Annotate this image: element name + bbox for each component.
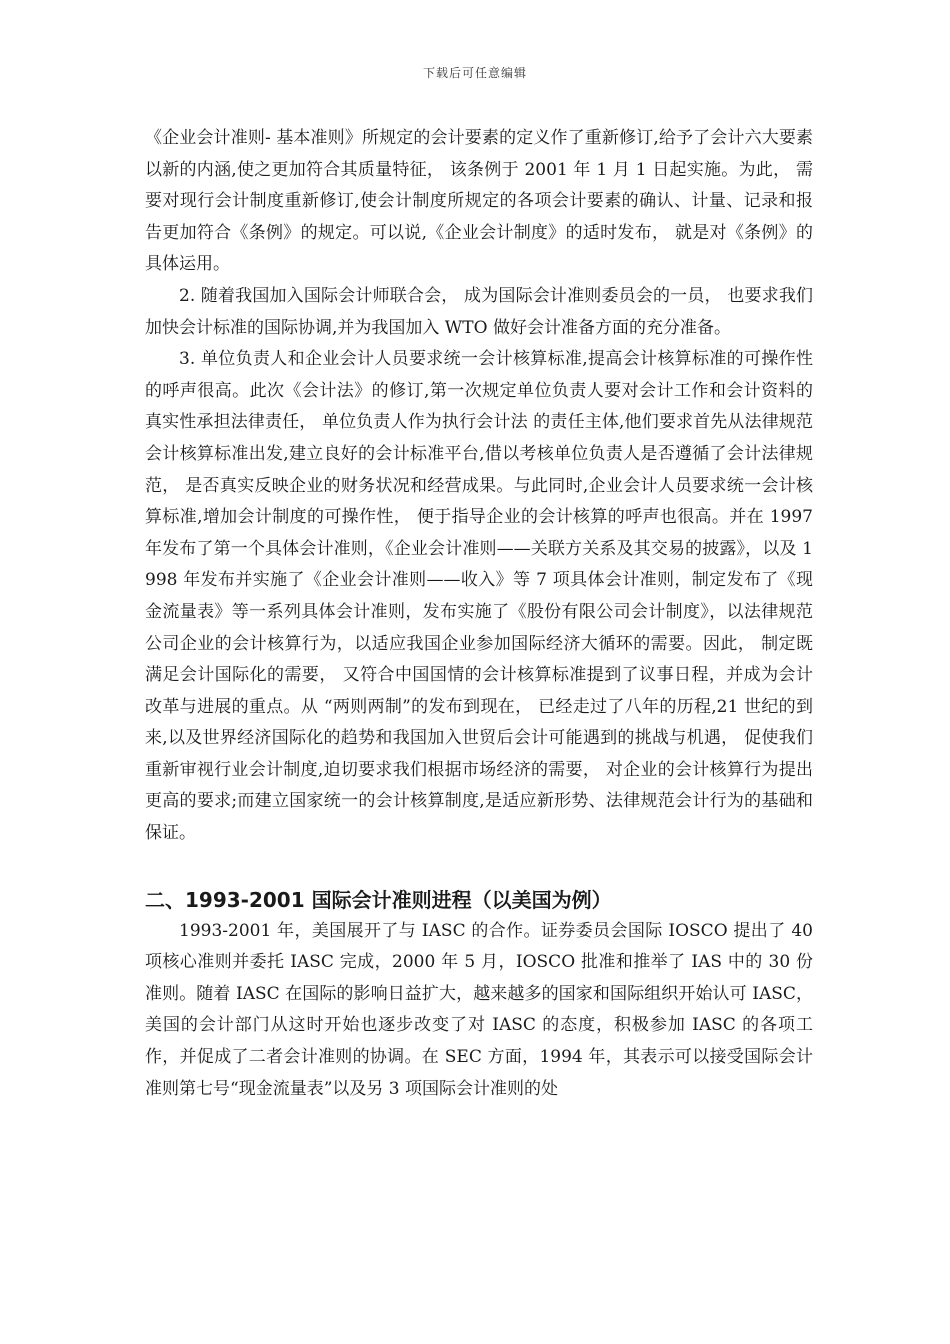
document-body (145, 123, 813, 1105)
paragraph-item-2: 2. 随着我国加入国际会计师联合会， 成为国际会计准则委员会的一员， 也要求我们加快会计标准的国际协调,并为我国加入 WTO 做好会计准备方面的充分准备。 (145, 285, 813, 338)
paragraph-item-3: 3. 单位负责人和企业会计人员要求统一会计核算标准,提高会计核算标准的可操作性的呼声很高。此次《会计法》的修订,第一次规定单位负责人要对会计工作和会计资料的真实性承担法律责任， 单位负责人作为执行会计法 的责任主体,他们要求首先从法律规范会计核算标准出发,建立良好的会计标准平台,借以考核单位负责人是否遵循了会计法律规范， 是否真实反映企业的财务状况和经营成果。与此同时,企业会计人员要求统一会计核算标准,增加会计制度的可操作性， 便于指导企业的会计核算的呼声也很高。并在 1997 年发布了第一个具体会计准则，《企业会计准则——关联方关系及其交易的披露》，以及 1998 年发布并实施了《企业会计准则——收入》等 7 项具体会计准则，制定发布了《现金流量表》等一系列具体会计准则，发布实施了《股份有限公司会计制度》，以法律规范公司企业的会计核算行为，以适应我国企业参加国际经济大循环的需要。因此， 制定既满足会计国际化的需要， 又符合中国国情的会计核算标准提到了议事日程，并成为会计改革与进展的重点。从 “两则两制”的发布到现在， 已经走过了八年的历程,21 世纪的到来,以及世界经济国际化的趋势和我国加入世贸后会计可能遇到的挑战与机遇， 促使我们重新审视行业会计制度,迫切要求我们根据市场经济的需要， 对企业的会计核算行为提出更高的要求;而建立国家统一的会计核算制度,是适应新形势、法律规范会计行为的基础和保证。 (145, 349, 813, 844)
paragraph-continuation: 《企业会计准则- 基本准则》所规定的会计要素的定义作了重新修订,给予了会计六大要素以新的内涵,使之更加符合其质量特征， 该条例于 2001 年 1 月 1 日起实施。为此， 需要对现行会计制度重新修订,使会计制度所规定的各项会计要素的确认、计量、记录和报告更加符合《条例》的规定。可以说,《企业会计制度》的适时发布， 就是对《条例》的具体运用。 (145, 128, 813, 275)
section-heading: 二、1993-2001 国际会计准则进程（以美国为例） (145, 887, 612, 912)
section-paragraph: 1993-2001 年，美国展开了与 IASC 的合作。证券委员会国际 IOSCO 提出了 40 项核心准则并委托 IASC 完成，2000 年 5 月，IOSCO 批准和推举了 IAS 中的 30 份准则。随着 IASC 在国际的影响日益扩大，越来越多的国家和国际组织开始认可 IASC，美国的会计部门从这时开始也逐步改变了对 IASC 的态度，积极参加 IASC 的各项工作，并促成了二者会计准则的协调。在 SEC 方面，1994 年，其表示可以接受国际会计准则第七号“现金流量表”以及另 3 项国际会计准则的处 (145, 920, 813, 1099)
page-header: 下载后可任意编辑 (422, 66, 527, 80)
